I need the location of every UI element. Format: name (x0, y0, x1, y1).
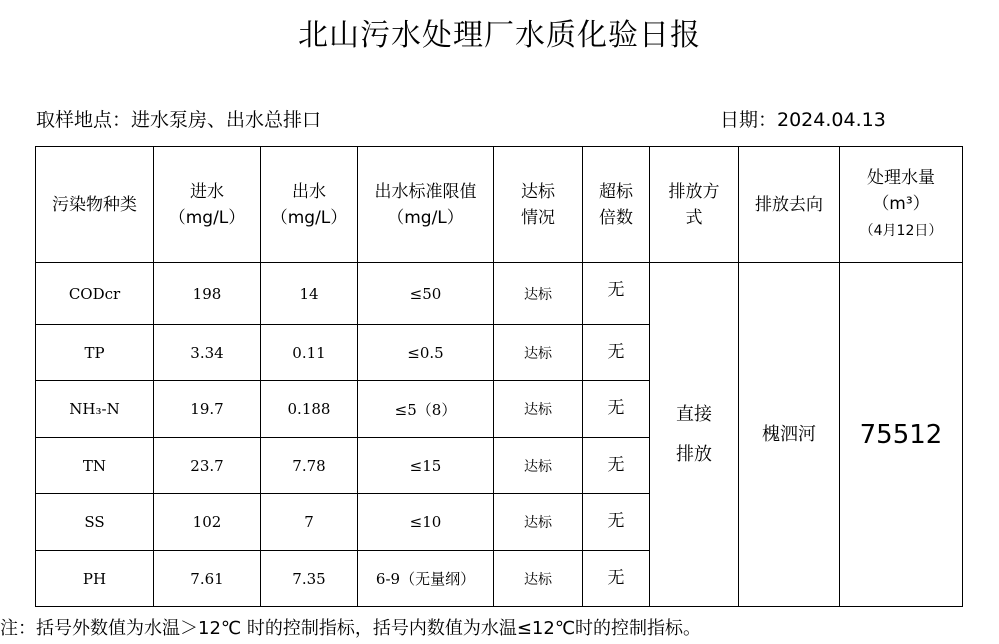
volume-cell: 75512 (840, 263, 963, 607)
influent-cell: 3.34 (154, 325, 261, 381)
exceed-cell: 无 (583, 263, 650, 325)
footnote: 注：括号外数值为水温＞12℃ 时的控制指标，括号内数值为水温≤12℃时的控制指标。 (0, 618, 702, 639)
destination-cell: 槐泗河 (739, 263, 840, 607)
pollutant-cell: TN (36, 438, 154, 494)
effluent-cell: 0.188 (261, 381, 358, 438)
status-cell: 达标 (494, 325, 583, 381)
header-volume: 处理水量 （m³） （4月12日） (840, 147, 963, 263)
header-row (36, 147, 963, 263)
exceed-cell: 无 (583, 381, 650, 438)
influent-cell: 19.7 (154, 381, 261, 438)
header-influent: 进水 （mg/L） (154, 147, 261, 263)
limit-cell: ≤15 (358, 438, 494, 494)
header-destination: 排放去向 (739, 147, 840, 263)
status-cell: 达标 (494, 381, 583, 438)
status-cell: 达标 (494, 438, 583, 494)
effluent-cell: 7.35 (261, 551, 358, 607)
influent-cell: 198 (154, 263, 261, 325)
limit-cell: ≤10 (358, 494, 494, 551)
limit-cell: 6-9（无量纲） (358, 551, 494, 607)
pollutant-cell: PH (36, 551, 154, 607)
pollutant-cell: NH₃-N (36, 381, 154, 438)
table-row (36, 263, 963, 325)
exceed-cell: 无 (583, 325, 650, 381)
header-pollutant: 污染物种类 (36, 147, 154, 263)
header-discharge-method: 排放方 式 (650, 147, 739, 263)
exceed-cell: 无 (583, 494, 650, 551)
limit-cell: ≤0.5 (358, 325, 494, 381)
status-cell: 达标 (494, 263, 583, 325)
pollutant-cell: CODcr (36, 263, 154, 325)
effluent-cell: 7 (261, 494, 358, 551)
status-cell: 达标 (494, 494, 583, 551)
header-status: 达标 情况 (494, 147, 583, 263)
report-title: 北山污水处理厂水质化验日报 (298, 18, 701, 53)
header-limit: 出水标准限值 （mg/L） (358, 147, 494, 263)
influent-cell: 102 (154, 494, 261, 551)
header-effluent: 出水 （mg/L） (261, 147, 358, 263)
sampling-site: 取样地点：进水泵房、出水总排口 (36, 109, 322, 131)
water-quality-table (35, 146, 963, 607)
report-date: 日期：2024.04.13 (720, 109, 886, 131)
effluent-cell: 14 (261, 263, 358, 325)
discharge-method-cell: 直接 排放 (650, 263, 739, 607)
limit-cell: ≤5（8） (358, 381, 494, 438)
pollutant-cell: TP (36, 325, 154, 381)
influent-cell: 7.61 (154, 551, 261, 607)
limit-cell: ≤50 (358, 263, 494, 325)
effluent-cell: 7.78 (261, 438, 358, 494)
status-cell: 达标 (494, 551, 583, 607)
pollutant-cell: SS (36, 494, 154, 551)
effluent-cell: 0.11 (261, 325, 358, 381)
exceed-cell: 无 (583, 438, 650, 494)
header-exceed: 超标 倍数 (583, 147, 650, 263)
influent-cell: 23.7 (154, 438, 261, 494)
exceed-cell: 无 (583, 551, 650, 607)
